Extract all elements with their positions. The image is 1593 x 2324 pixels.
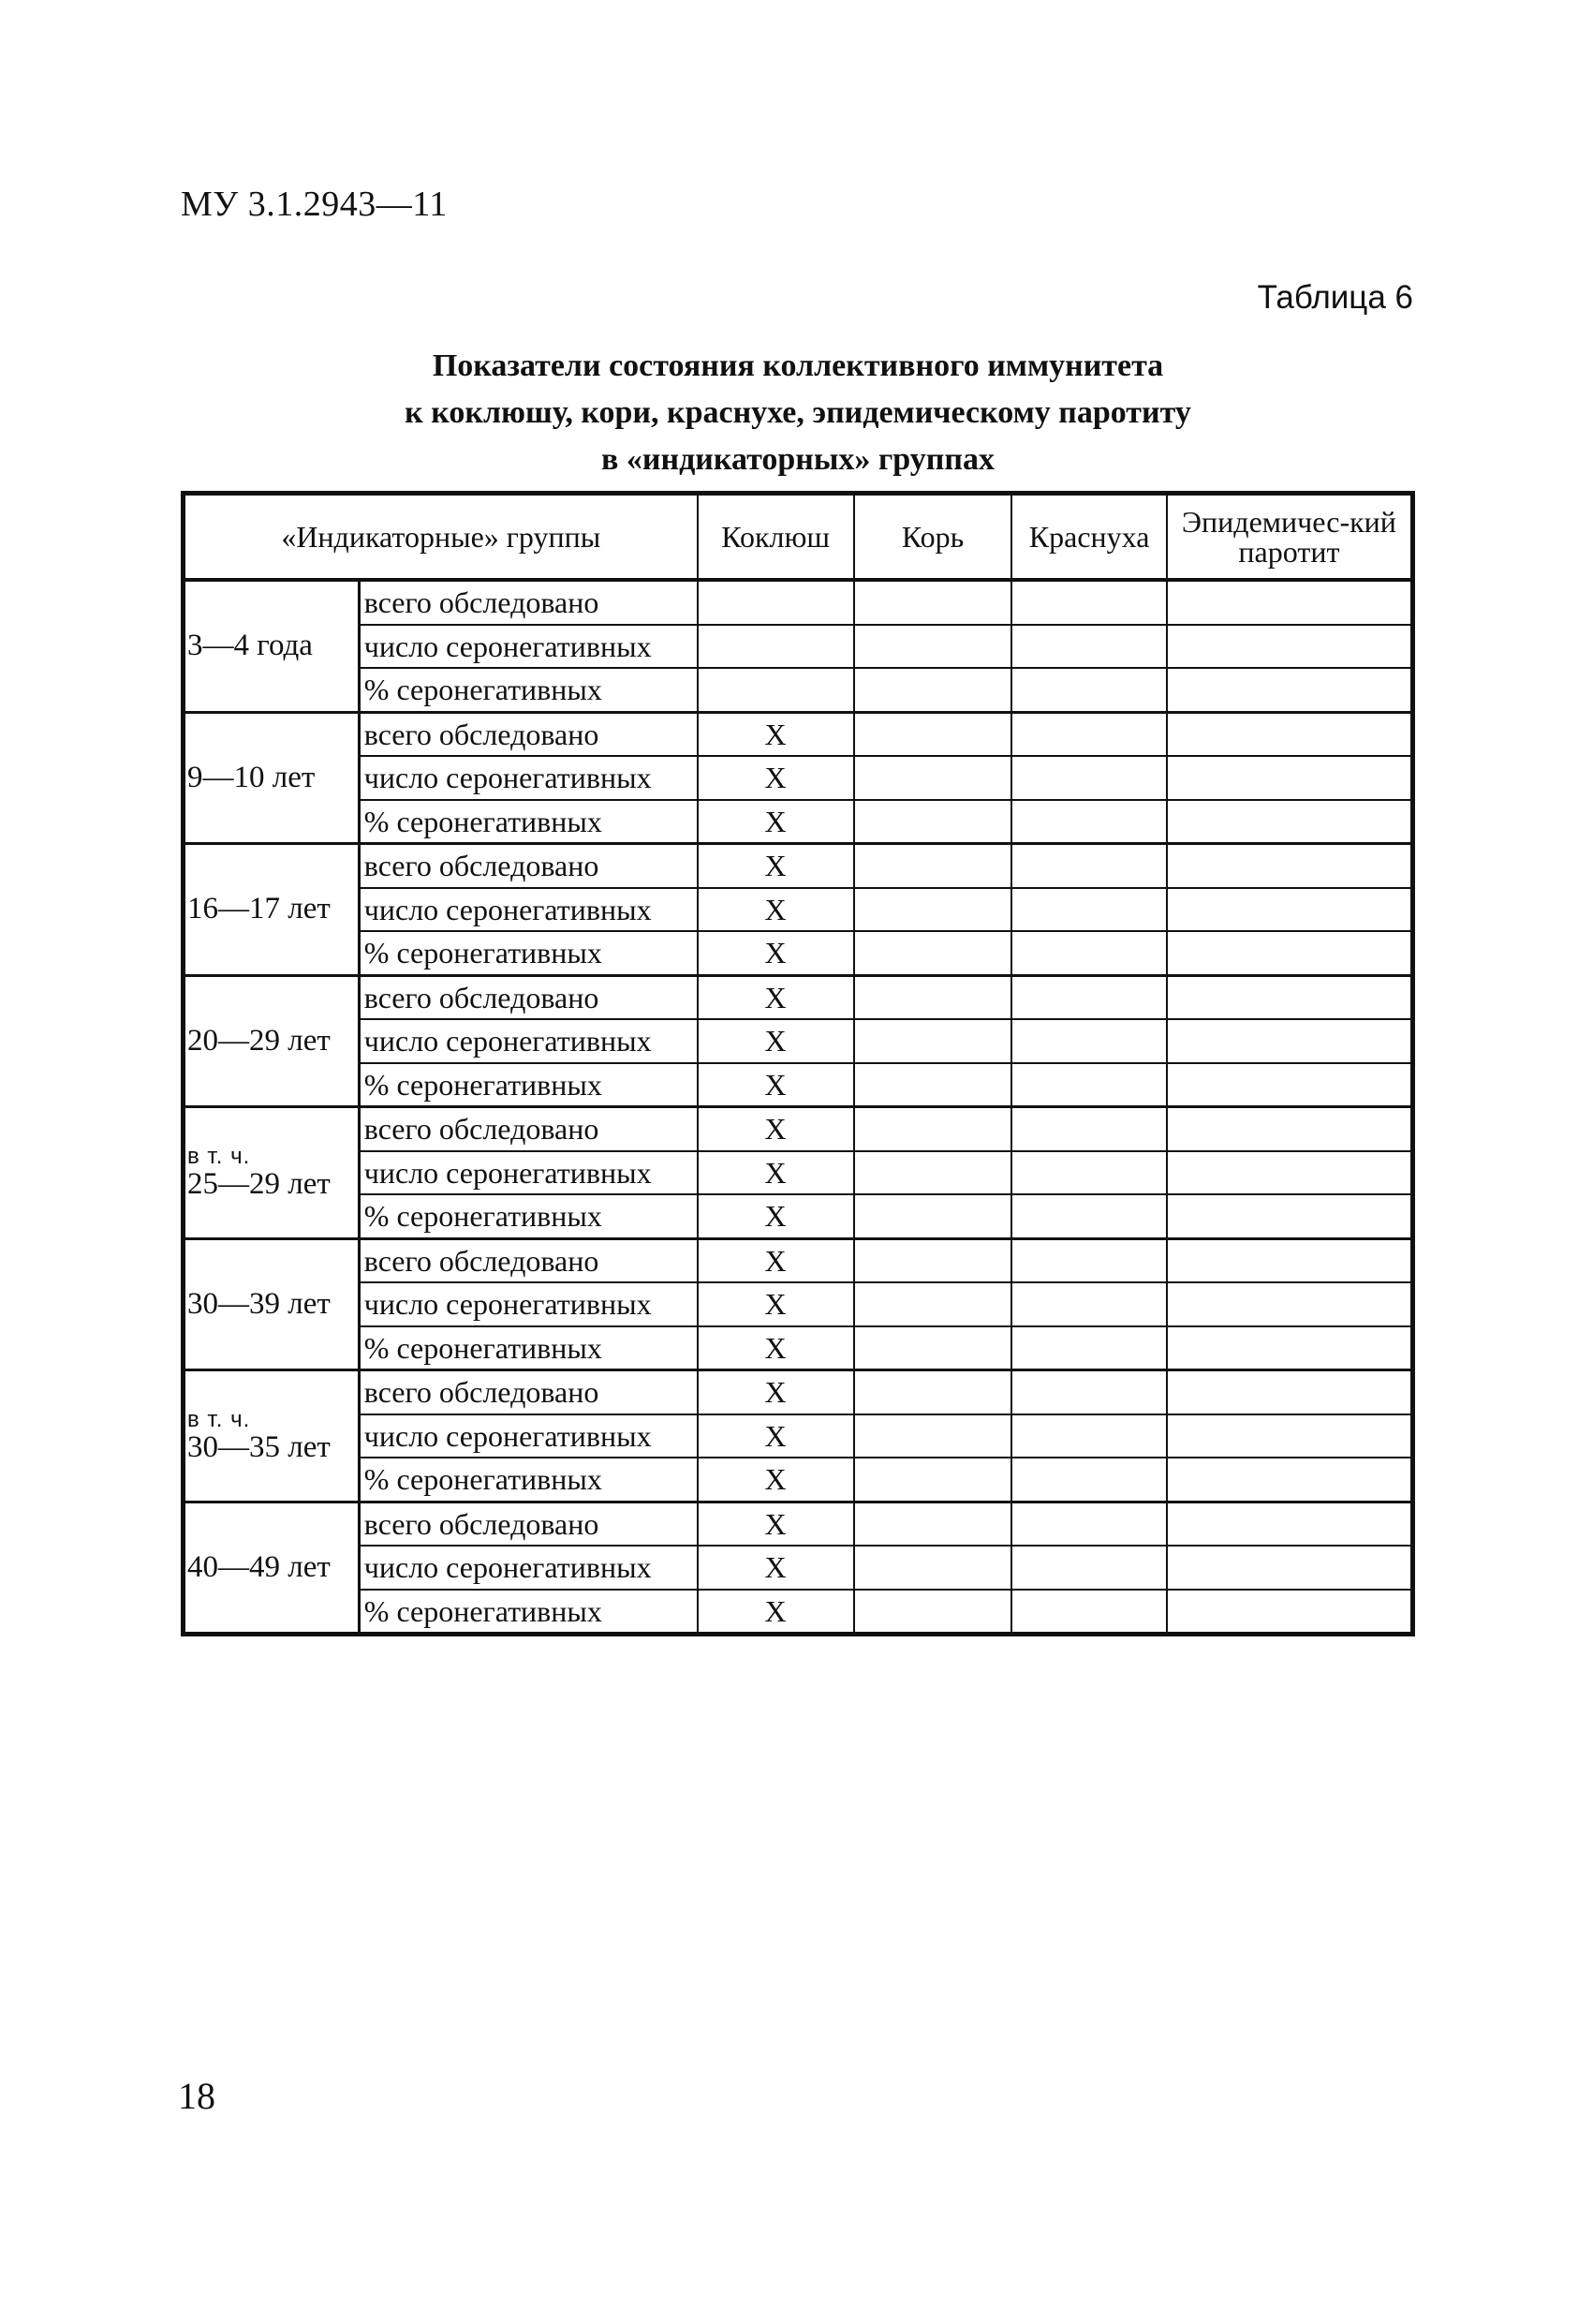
value-cell-pertussis: X xyxy=(698,1546,854,1590)
metric-label: % серонегативных xyxy=(359,800,697,844)
table-row xyxy=(184,756,1413,800)
table-row xyxy=(184,1019,1413,1063)
value-cell-measles xyxy=(854,712,1012,756)
value-cell-rubella xyxy=(1011,800,1167,844)
value-cell-pertussis xyxy=(698,668,854,712)
value-cell-measles xyxy=(854,800,1012,844)
table-row xyxy=(184,800,1413,844)
metric-label: всего обследовано xyxy=(359,712,697,756)
value-cell-pertussis: X xyxy=(698,1194,854,1238)
value-cell-pertussis: X xyxy=(698,931,854,975)
value-cell-measles xyxy=(854,1546,1012,1590)
value-cell-mumps xyxy=(1167,1107,1413,1151)
metric-label: число серонегативных xyxy=(359,625,697,669)
value-cell-rubella xyxy=(1011,1502,1167,1546)
table-row xyxy=(184,1590,1413,1635)
value-cell-rubella xyxy=(1011,1546,1167,1590)
value-cell-pertussis: X xyxy=(698,800,854,844)
value-cell-mumps xyxy=(1167,1414,1413,1458)
value-cell-mumps xyxy=(1167,668,1413,712)
table-row xyxy=(184,1502,1413,1546)
metric-label: всего обследовано xyxy=(359,1502,697,1546)
value-cell-measles xyxy=(854,1194,1012,1238)
value-cell-pertussis: X xyxy=(698,712,854,756)
value-cell-measles xyxy=(854,931,1012,975)
table-row xyxy=(184,844,1413,888)
value-cell-mumps xyxy=(1167,1590,1413,1635)
metric-label: % серонегативных xyxy=(359,1194,697,1238)
age-group-label: 30—39 лет xyxy=(187,1286,331,1321)
table-row xyxy=(184,668,1413,712)
value-cell-pertussis: X xyxy=(698,975,854,1019)
metric-label: всего обследовано xyxy=(359,580,697,625)
value-cell-rubella xyxy=(1011,1282,1167,1326)
metric-label: всего обследовано xyxy=(359,844,697,888)
value-cell-rubella xyxy=(1011,1370,1167,1414)
value-cell-rubella xyxy=(1011,975,1167,1019)
value-cell-measles xyxy=(854,1238,1012,1282)
value-cell-rubella xyxy=(1011,1194,1167,1238)
value-cell-pertussis: X xyxy=(698,1414,854,1458)
value-cell-mumps xyxy=(1167,975,1413,1019)
metric-label: всего обследовано xyxy=(359,1370,697,1414)
header-mumps: Эпидемичес-кий паротит xyxy=(1167,494,1413,581)
table-row xyxy=(184,1546,1413,1590)
table-row xyxy=(184,1151,1413,1195)
age-group-subtitle: в т. ч. xyxy=(187,1407,251,1433)
value-cell-mumps xyxy=(1167,1063,1413,1107)
table-row xyxy=(184,1326,1413,1370)
value-cell-measles xyxy=(854,1063,1012,1107)
value-cell-pertussis: X xyxy=(698,1063,854,1107)
value-cell-pertussis: X xyxy=(698,1370,854,1414)
value-cell-mumps xyxy=(1167,1194,1413,1238)
age-group-label: 25—29 лет xyxy=(187,1167,331,1202)
table-body xyxy=(184,580,1413,1635)
metric-label: % серонегативных xyxy=(359,931,697,975)
metric-label: число серонегативных xyxy=(359,1151,697,1195)
value-cell-mumps xyxy=(1167,931,1413,975)
value-cell-rubella xyxy=(1011,1414,1167,1458)
table-row xyxy=(184,1107,1413,1151)
value-cell-pertussis: X xyxy=(698,1151,854,1195)
table-row xyxy=(184,975,1413,1019)
value-cell-pertussis: X xyxy=(698,1019,854,1063)
value-cell-mumps xyxy=(1167,1458,1413,1502)
value-cell-rubella xyxy=(1011,580,1167,625)
value-cell-measles xyxy=(854,1282,1012,1326)
table-row xyxy=(184,625,1413,669)
age-group-label: 40—49 лет xyxy=(187,1549,331,1584)
value-cell-pertussis: X xyxy=(698,1107,854,1151)
value-cell-mumps xyxy=(1167,1151,1413,1195)
table-row xyxy=(184,1238,1413,1282)
value-cell-measles xyxy=(854,1502,1012,1546)
value-cell-mumps xyxy=(1167,888,1413,932)
table-title-line-1: Показатели состояния коллективного иммунитета xyxy=(432,348,1164,383)
table-row xyxy=(184,580,1413,625)
metric-label: % серонегативных xyxy=(359,668,697,712)
value-cell-rubella xyxy=(1011,1238,1167,1282)
value-cell-measles xyxy=(854,756,1012,800)
value-cell-measles xyxy=(854,1590,1012,1635)
table-number: Таблица 6 xyxy=(1257,279,1413,316)
age-group-label: 9—10 лет xyxy=(187,760,316,794)
table-row xyxy=(184,1458,1413,1502)
table-title-line-3: в «индикаторных» группах xyxy=(601,442,995,477)
age-group-cell xyxy=(184,844,360,976)
value-cell-pertussis: X xyxy=(698,1502,854,1546)
value-cell-measles xyxy=(854,1326,1012,1370)
value-cell-pertussis: X xyxy=(698,1238,854,1282)
value-cell-pertussis: X xyxy=(698,1282,854,1326)
value-cell-rubella xyxy=(1011,1151,1167,1195)
value-cell-rubella xyxy=(1011,756,1167,800)
value-cell-rubella xyxy=(1011,1590,1167,1635)
metric-label: всего обследовано xyxy=(359,975,697,1019)
page-number: 18 xyxy=(178,2075,215,2117)
value-cell-rubella xyxy=(1011,1063,1167,1107)
value-cell-rubella xyxy=(1011,888,1167,932)
value-cell-pertussis: X xyxy=(698,1590,854,1635)
value-cell-pertussis: X xyxy=(698,844,854,888)
metric-label: число серонегативных xyxy=(359,888,697,932)
table-row xyxy=(184,1194,1413,1238)
value-cell-mumps xyxy=(1167,1370,1413,1414)
table-row xyxy=(184,712,1413,756)
value-cell-pertussis: X xyxy=(698,1326,854,1370)
metric-label: число серонегативных xyxy=(359,1546,697,1590)
age-group-cell xyxy=(184,580,360,712)
value-cell-pertussis: X xyxy=(698,1458,854,1502)
value-cell-rubella xyxy=(1011,668,1167,712)
age-group-cell xyxy=(184,1502,360,1635)
header-rubella: Краснуха xyxy=(1011,494,1167,581)
header-measles: Корь xyxy=(854,494,1012,581)
value-cell-mumps xyxy=(1167,800,1413,844)
table-row xyxy=(184,1414,1413,1458)
table-row xyxy=(184,1282,1413,1326)
immunity-indicators-table xyxy=(181,491,1415,1636)
value-cell-mumps xyxy=(1167,1502,1413,1546)
value-cell-rubella xyxy=(1011,1458,1167,1502)
value-cell-measles xyxy=(854,668,1012,712)
metric-label: число серонегативных xyxy=(359,1019,697,1063)
table-title xyxy=(181,343,1415,483)
value-cell-measles xyxy=(854,1151,1012,1195)
value-cell-measles xyxy=(854,1107,1012,1151)
value-cell-rubella xyxy=(1011,1019,1167,1063)
table-row xyxy=(184,1063,1413,1107)
value-cell-pertussis xyxy=(698,625,854,669)
value-cell-measles xyxy=(854,844,1012,888)
value-cell-measles xyxy=(854,1370,1012,1414)
value-cell-mumps xyxy=(1167,580,1413,625)
value-cell-mumps xyxy=(1167,1238,1413,1282)
value-cell-rubella xyxy=(1011,931,1167,975)
value-cell-measles xyxy=(854,1019,1012,1063)
value-cell-rubella xyxy=(1011,625,1167,669)
metric-label: % серонегативных xyxy=(359,1063,697,1107)
value-cell-mumps xyxy=(1167,756,1413,800)
age-group-label: 30—35 лет xyxy=(187,1430,331,1465)
table-row xyxy=(184,931,1413,975)
value-cell-mumps xyxy=(1167,625,1413,669)
value-cell-measles xyxy=(854,975,1012,1019)
value-cell-mumps xyxy=(1167,712,1413,756)
age-group-label: 16—17 лет xyxy=(187,892,331,926)
metric-label: % серонегативных xyxy=(359,1458,697,1502)
header-pertussis: Коклюш xyxy=(698,494,854,581)
table-row xyxy=(184,888,1413,932)
metric-label: число серонегативных xyxy=(359,1414,697,1458)
metric-label: % серонегативных xyxy=(359,1326,697,1370)
value-cell-pertussis: X xyxy=(698,888,854,932)
header-indicator-groups: «Индикаторные» группы xyxy=(184,494,698,581)
value-cell-rubella xyxy=(1011,844,1167,888)
value-cell-measles xyxy=(854,1458,1012,1502)
metric-label: всего обследовано xyxy=(359,1238,697,1282)
value-cell-measles xyxy=(854,580,1012,625)
document-code: МУ 3.1.2943—11 xyxy=(181,185,448,224)
metric-label: всего обследовано xyxy=(359,1107,697,1151)
age-group-subtitle: в т. ч. xyxy=(187,1144,251,1170)
value-cell-measles xyxy=(854,625,1012,669)
age-group-label: 20—29 лет xyxy=(187,1023,331,1058)
value-cell-rubella xyxy=(1011,1107,1167,1151)
value-cell-rubella xyxy=(1011,712,1167,756)
value-cell-mumps xyxy=(1167,844,1413,888)
value-cell-mumps xyxy=(1167,1019,1413,1063)
value-cell-pertussis: X xyxy=(698,756,854,800)
table-row xyxy=(184,1370,1413,1414)
table-title-line-2: к коклюшу, кори, краснухе, эпидемическому паротиту xyxy=(405,395,1191,430)
age-group-cell xyxy=(184,975,360,1107)
age-group-cell xyxy=(184,712,360,844)
value-cell-mumps xyxy=(1167,1282,1413,1326)
value-cell-rubella xyxy=(1011,1326,1167,1370)
value-cell-measles xyxy=(854,888,1012,932)
value-cell-measles xyxy=(854,1414,1012,1458)
metric-label: число серонегативных xyxy=(359,1282,697,1326)
value-cell-mumps xyxy=(1167,1326,1413,1370)
age-group-cell xyxy=(184,1370,360,1502)
age-group-cell xyxy=(184,1238,360,1370)
table-header-row xyxy=(184,494,1413,581)
age-group-cell xyxy=(184,1107,360,1239)
age-group-label: 3—4 года xyxy=(187,629,313,663)
value-cell-pertussis xyxy=(698,580,854,625)
value-cell-mumps xyxy=(1167,1546,1413,1590)
metric-label: % серонегативных xyxy=(359,1590,697,1635)
metric-label: число серонегативных xyxy=(359,756,697,800)
